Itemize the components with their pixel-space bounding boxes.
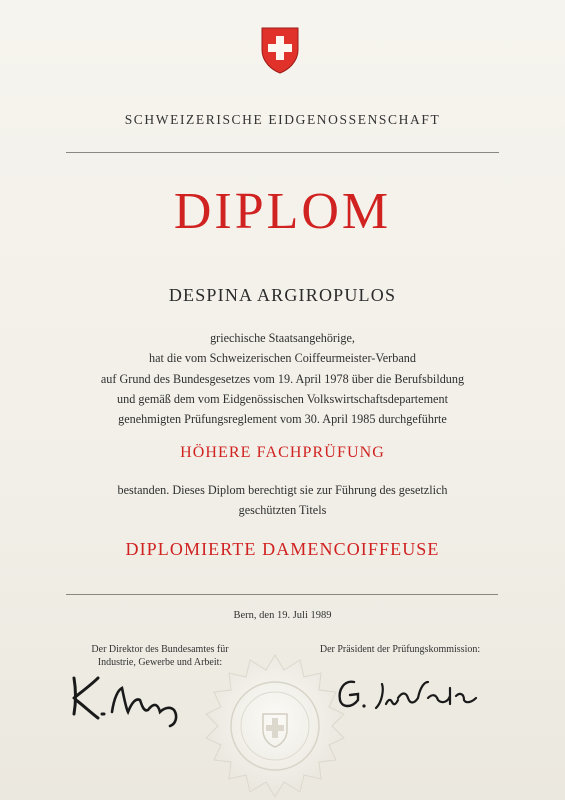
body-paragraph (40, 328, 525, 429)
body-line: auf Grund des Bundesgesetzes vom 19. April 1978 über die Berufsbildung (100, 371, 465, 386)
body-line: geschützten Titels (238, 503, 327, 517)
signature-left (66, 668, 196, 728)
body-line: griechische Staatsangehörige, (210, 331, 355, 345)
body-line: und gemäß dem vom Eidgenössischen Volkswirtschaftsdepartement (117, 391, 448, 406)
degree-title: DIPLOMIERTE DAMENCOIFFEUSE (125, 539, 440, 559)
body-line: bestanden. Dieses Diplom berechtigt sie zur Führung des gesetzlich (117, 483, 448, 497)
swiss-cross-shield-icon (260, 26, 300, 74)
body-line: genehmigten Prüfungsreglement vom 30. April 1985 durchgeführte (118, 412, 447, 427)
header-text: SCHWEIZERISCHE EIDGENOSSENSCHAFT (124, 112, 441, 127)
top-divider (66, 152, 499, 153)
recipient-name: DESPINA ARGIROPULOS (168, 285, 397, 305)
embossed-seal-icon (200, 650, 350, 800)
place-date: Bern, den 19. Juli 1989 (233, 610, 332, 621)
body-paragraph-2 (40, 480, 525, 520)
body-line: hat die vom Schweizerischen Coiffeurmeister-Verband (149, 351, 416, 366)
bottom-divider (66, 594, 498, 595)
signatory-left-line2: Industrie, Gewerbe und Arbeit: (97, 656, 223, 668)
exam-name: HÖHERE FACHPRÜFUNG (180, 444, 385, 461)
signature-right (332, 668, 492, 718)
diploma-title: DIPLOM (173, 183, 392, 240)
signatory-left-line1: Der Direktor des Bundesamtes für (91, 644, 229, 655)
signatory-right-line1: Der Präsident der Prüfungskommission: (319, 644, 481, 655)
